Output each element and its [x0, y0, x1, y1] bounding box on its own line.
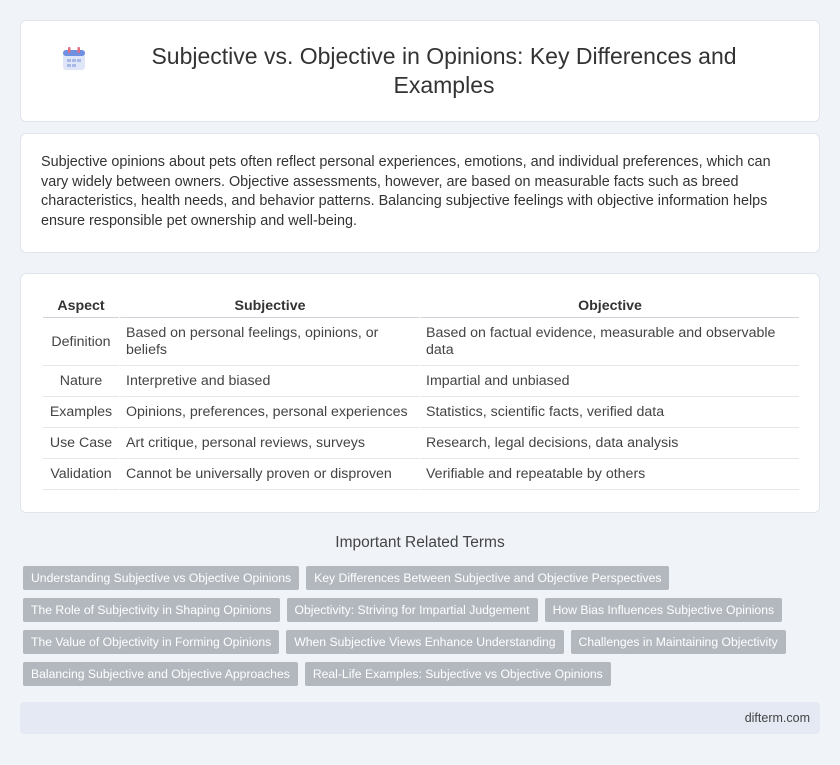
header-card [20, 20, 820, 122]
related-term-link[interactable]: The Value of Objectivity in Forming Opinions [23, 630, 279, 654]
title-wrap [61, 42, 779, 100]
intro-paragraph: Subjective opinions about pets often reflect personal experiences, emotions, and individual preferences, which can vary widely between owners. Objective assessments, however, are based on measurable facts such as breed characteristics, health needs, and behavior patterns. Balancing subjective feelings with objective information helps ensure responsible pet ownership and well-being. [41, 154, 771, 229]
table-cell: Impartial and unbiased [419, 366, 799, 397]
comparison-table [43, 294, 799, 490]
column-header-objective: Objective [419, 294, 799, 318]
column-header-aspect: Aspect [43, 294, 119, 318]
related-term-link[interactable]: How Bias Influences Subjective Opinions [545, 598, 783, 622]
related-term-link[interactable]: Understanding Subjective vs Objective Opinions [23, 566, 299, 590]
column-header-subjective: Subjective [119, 294, 419, 318]
tag-row [23, 566, 803, 590]
table-cell: Verifiable and repeatable by others [419, 459, 799, 490]
table-cell: Examples [43, 397, 119, 428]
comparison-table-card [20, 273, 820, 513]
table-cell: Based on personal feelings, opinions, or beliefs [119, 318, 419, 366]
related-term-link[interactable]: Key Differences Between Subjective and Objective Perspectives [306, 566, 669, 590]
footer [20, 702, 820, 734]
related-term-link[interactable]: Challenges in Maintaining Objectivity [571, 630, 786, 654]
table-cell: Statistics, scientific facts, verified data [419, 397, 799, 428]
table-cell: Interpretive and biased [119, 366, 419, 397]
tag-row [23, 630, 803, 654]
related-term-link[interactable]: When Subjective Views Enhance Understanding [286, 630, 563, 654]
table-cell: Based on factual evidence, measurable and observable data [419, 318, 799, 366]
table-cell: Use Case [43, 428, 119, 459]
table-cell: Research, legal decisions, data analysis [419, 428, 799, 459]
site-link[interactable]: difterm.com [744, 711, 810, 725]
calendar-icon [61, 46, 87, 72]
table-cell: Nature [43, 366, 119, 397]
table-cell: Cannot be universally proven or disproven [119, 459, 419, 490]
table-cell: Validation [43, 459, 119, 490]
related-terms-title: Important Related Terms [335, 534, 505, 551]
tag-row [23, 598, 803, 622]
related-term-link[interactable]: Objectivity: Striving for Impartial Judgement [287, 598, 538, 622]
intro-card [20, 133, 820, 253]
related-term-link[interactable]: Real-Life Examples: Subjective vs Objective Opinions [305, 662, 611, 686]
related-terms-list [23, 566, 803, 694]
table-row [43, 318, 799, 366]
table-row [43, 459, 799, 490]
related-term-link[interactable]: Balancing Subjective and Objective Approaches [23, 662, 298, 686]
table-row [43, 397, 799, 428]
table-cell: Opinions, preferences, personal experiences [119, 397, 419, 428]
table-header-row [43, 294, 799, 318]
table-cell: Definition [43, 318, 119, 366]
table-row [43, 366, 799, 397]
page-title: Subjective vs. Objective in Opinions: Key Differences and Examples [151, 43, 737, 98]
table-row [43, 428, 799, 459]
table-cell: Art critique, personal reviews, surveys [119, 428, 419, 459]
related-term-link[interactable]: The Role of Subjectivity in Shaping Opinions [23, 598, 280, 622]
tag-row [23, 662, 803, 686]
